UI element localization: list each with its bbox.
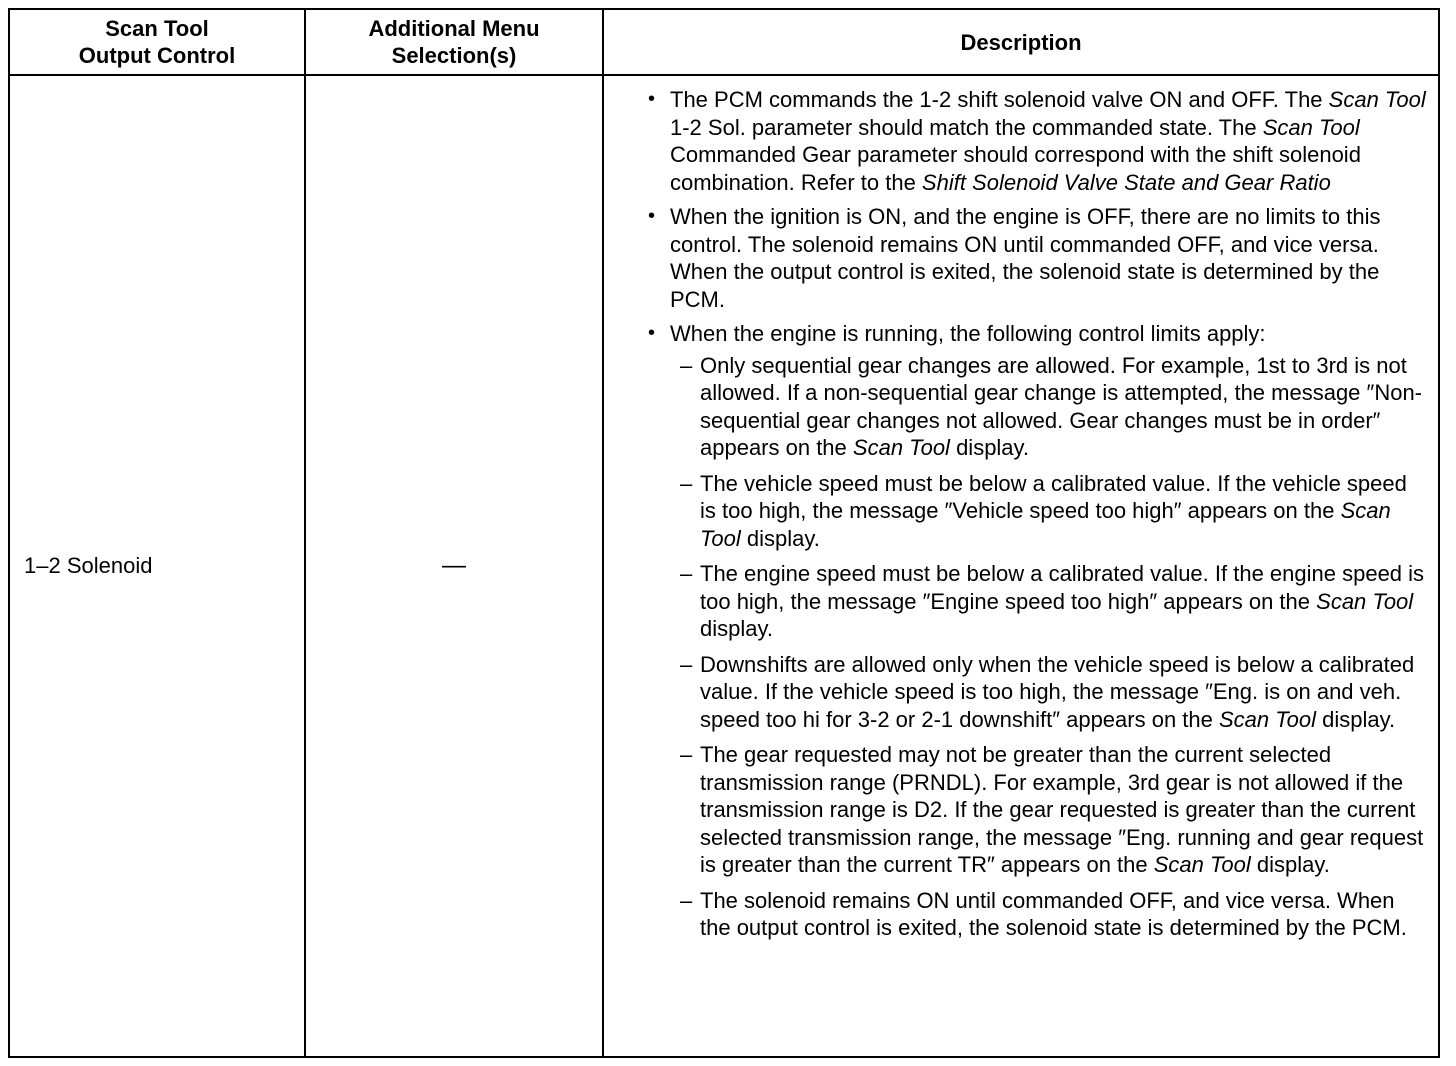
output-control-table [8,8,1440,1058]
table-header-row [9,9,1439,75]
output-control-name: 1–2 Solenoid [24,553,153,578]
header-scan-tool-output-control [9,9,305,75]
table-row [9,75,1439,1057]
bullet-item [648,86,1428,196]
bullet-2-text: When the ignition is ON, and the engine is OFF, there are no limits to this control. The solenoid remains ON until commanded OFF, and vice versa. When the output control is exited, the solenoid state is determined by the PCM. [670,204,1381,312]
dash-5-italic: Scan Tool [1153,852,1251,877]
cell-additional-menu [305,75,603,1057]
dash-4-after: display. [1316,706,1396,732]
bullet-item [648,320,1428,942]
header-col3: Description [960,29,1082,55]
dash-item [680,352,1428,462]
dash-item [680,470,1428,553]
dash-1-italic: Scan Tool [852,435,950,460]
cell-output-control [9,75,305,1057]
dash-2-after: display. [740,525,820,551]
dash-3-text: The engine speed must be below a calibrated value. If the engine speed is too high, the message ″Engine speed too high″ appears on the [700,561,1425,614]
dash-3-after: display. [700,616,773,641]
dash-5-after: display. [1250,852,1330,877]
header-additional-menu-selections [305,9,603,75]
dash-item [680,651,1428,734]
dash-item [680,887,1428,942]
header-col2-line2: Selection(s) [391,43,517,68]
dash-6-text: The solenoid remains ON until commanded OFF, and vice versa. When the output control is exited, the solenoid state is determined by the PCM. [700,887,1407,940]
bullet-1-text-b: 1-2 Sol. parameter should match the commanded state. The [670,114,1263,140]
dash-2-text: The vehicle speed must be below a calibrated value. If the vehicle speed is too high, the message ″Vehicle speed too high″ appears on the [700,470,1407,523]
bullet-1-text-a: The PCM commands the 1-2 shift solenoid valve ON and OFF. The [670,87,1329,112]
dash-4-text: Downshifts are allowed only when the vehicle speed is below a calibrated value. If the vehicle speed is too high, the message ″Eng. is on and veh. speed too hi for 3-2 or 2-1 downshift″ appears on the [700,651,1415,732]
bullet-1-text-c: Commanded Gear parameter should correspond with the shift solenoid combination. Refer to the [670,142,1361,195]
dash-2-italic: Scan Tool [700,498,1391,551]
header-col1-line2: Output Control [78,43,236,68]
dash-1-after: display. [949,435,1030,460]
header-description [603,9,1439,75]
bullet-item [648,203,1428,313]
bullet-1-italic-a: Scan Tool [1328,87,1426,112]
bullet-1-italic-b: Scan Tool [1262,114,1360,140]
dash-4-italic: Scan Tool [1219,706,1317,732]
header-col1-line1: Scan Tool [105,16,209,41]
header-col2-line1: Additional Menu [368,16,540,41]
bullet-1-italic-c: Shift Solenoid Valve State and Gear Ratio [921,169,1331,195]
bullet-3-text: When the engine is running, the following control limits apply: [670,321,1266,346]
dash-item [680,560,1428,643]
dash-item [680,741,1428,879]
control-limits-list [680,352,1428,942]
description-bullet-list [648,86,1428,942]
dash-5-text: The gear requested may not be greater than the current selected transmission range (PRNDL). For example, 3rd gear is not allowed if the transmission range is D2. If the gear requested is greater than the current selected transmission range, the message ″Eng. running and gear request is greater than the current TR″ appears on the [700,742,1424,877]
cell-description [603,75,1439,1057]
dash-1-text: Only sequential gear changes are allowed. For example, 1st to 3rd is not allowed. If a non-sequential gear change is attempted, the message ″Non-sequential gear changes not allowed. Gear changes must be in order″ appears on the [700,352,1423,460]
additional-menu-value: — [442,552,466,579]
dash-3-italic: Scan Tool [1316,588,1414,614]
